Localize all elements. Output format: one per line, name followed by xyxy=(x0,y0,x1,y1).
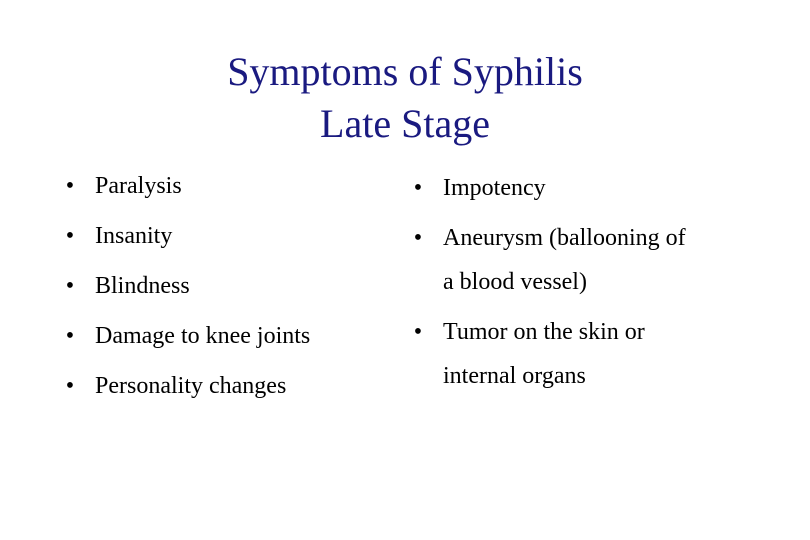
bullet-item-insanity xyxy=(60,216,390,266)
bullet-icon: • xyxy=(65,273,75,299)
bullet-icon: • xyxy=(65,173,75,199)
bullet-text-line-1: Aneurysm (ballooning of xyxy=(443,225,686,251)
bullet-item-paralysis xyxy=(60,166,390,216)
bullet-text: Paralysis xyxy=(95,173,182,199)
bullet-text: Insanity xyxy=(95,223,173,249)
bullet-icon: • xyxy=(65,323,75,349)
bullet-icon: • xyxy=(65,373,75,399)
bullet-text-line-1: Tumor on the skin or xyxy=(443,319,645,345)
bullet-icon: • xyxy=(413,175,423,201)
bullet-item-tumor xyxy=(408,310,788,398)
bullet-item-aneurysm xyxy=(408,216,788,304)
bullet-item-personality-changes xyxy=(60,366,390,416)
right-bullet-list xyxy=(408,166,788,404)
bullet-text: Damage to knee joints xyxy=(95,323,311,349)
title-line-2: Late Stage xyxy=(320,101,490,146)
bullet-text: Personality changes xyxy=(95,373,287,399)
bullet-text-line-2: a blood vessel) xyxy=(443,269,587,295)
bullet-text-line-2: internal organs xyxy=(443,363,586,389)
bullet-icon: • xyxy=(65,223,75,249)
bullet-item-knee-damage xyxy=(60,316,390,366)
left-bullet-list xyxy=(60,166,390,416)
bullet-icon: • xyxy=(413,319,423,345)
bullet-item-blindness xyxy=(60,266,390,316)
slide-title xyxy=(0,46,810,150)
bullet-icon: • xyxy=(413,225,423,251)
bullet-text: Impotency xyxy=(443,175,546,201)
bullet-text: Blindness xyxy=(95,273,190,299)
bullet-item-impotency xyxy=(408,166,788,210)
title-line-1: Symptoms of Syphilis xyxy=(227,49,583,94)
